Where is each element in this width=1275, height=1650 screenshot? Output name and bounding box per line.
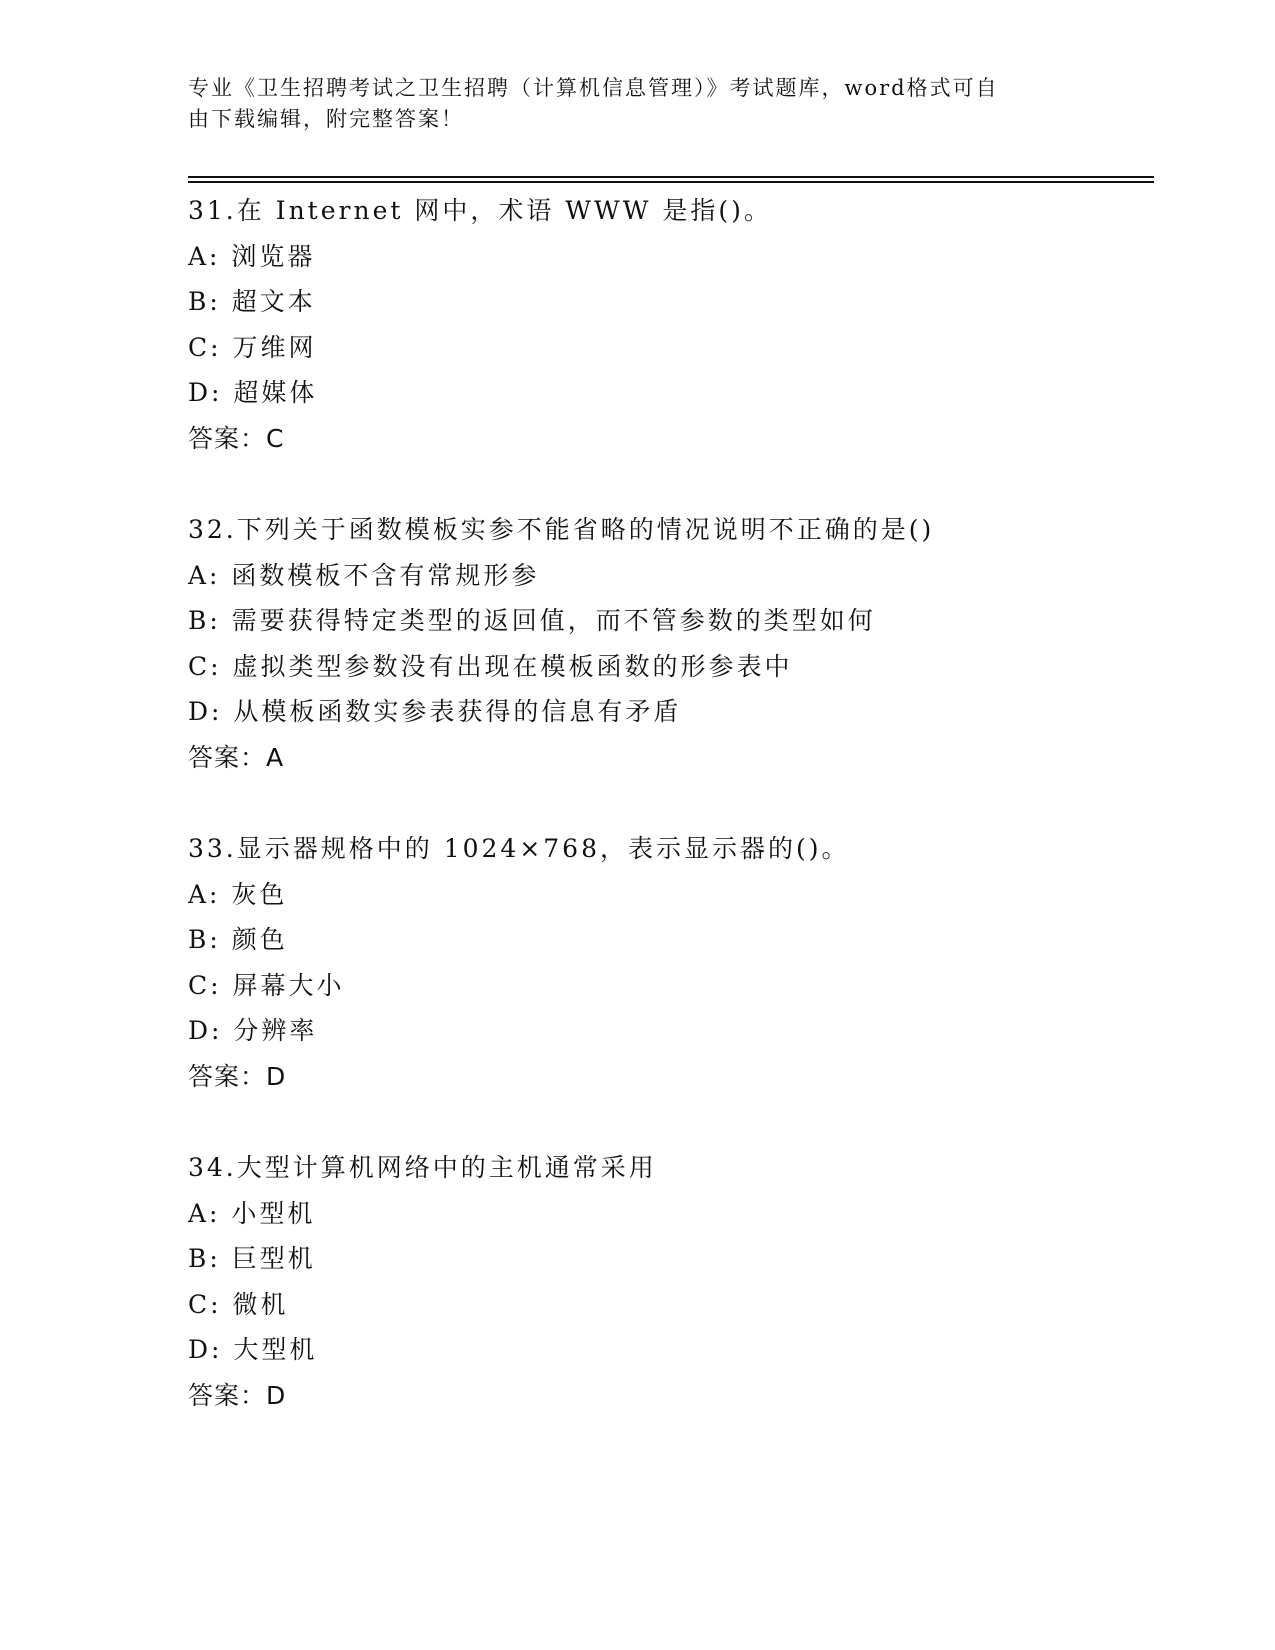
option-a: A: 灰色 <box>188 879 288 909</box>
header-line-1: 专业《卫生招聘考试之卫生招聘（计算机信息管理）》考试题库，word格式可自 <box>188 76 999 100</box>
option-b: B: 需要获得特定类型的返回值，而不管参数的类型如何 <box>188 606 876 635</box>
question-stem: 34.大型计算机网络中的主机通常采用 <box>188 1153 657 1182</box>
question-stem: 32.下列关于函数模板实参不能省略的情况说明不正确的是() <box>188 515 935 544</box>
option-c: C: 屏幕大小 <box>188 970 345 1000</box>
option-a: A: 浏览器 <box>188 241 316 271</box>
answer-key: 答案：A <box>188 742 285 772</box>
option-d: D: 大型机 <box>188 1335 318 1364</box>
answer-key: 答案：C <box>188 423 285 453</box>
answer-key: 答案：D <box>188 1380 287 1410</box>
option-c: C: 万维网 <box>188 332 317 362</box>
option-a: A: 小型机 <box>188 1198 316 1228</box>
header-divider-bottom <box>188 181 1154 183</box>
option-b: B: 颜色 <box>188 925 288 954</box>
header-line-2: 由下载编辑，附完整答案！ <box>188 107 464 131</box>
answer-key: 答案：D <box>188 1061 287 1091</box>
question-stem: 33.显示器规格中的 1024×768，表示显示器的()。 <box>188 834 850 863</box>
question-34 <box>188 1145 1168 1418</box>
question-33 <box>188 826 1168 1099</box>
option-d: D: 分辨率 <box>188 1016 318 1045</box>
document-header <box>188 73 1088 135</box>
header-divider-top <box>188 176 1154 178</box>
option-c: C: 虚拟类型参数没有出现在模板函数的形参表中 <box>188 651 793 681</box>
option-a: A: 函数模板不含有常规形参 <box>188 560 540 590</box>
option-d: D: 从模板函数实参表获得的信息有矛盾 <box>188 697 682 726</box>
option-d: D: 超媒体 <box>188 378 318 407</box>
option-b: B: 巨型机 <box>188 1244 316 1273</box>
option-b: B: 超文本 <box>188 287 316 316</box>
question-31 <box>188 188 1168 461</box>
option-c: C: 微机 <box>188 1289 289 1319</box>
question-32 <box>188 507 1168 780</box>
question-stem: 31.在 Internet 网中，术语 WWW 是指()。 <box>188 196 772 225</box>
